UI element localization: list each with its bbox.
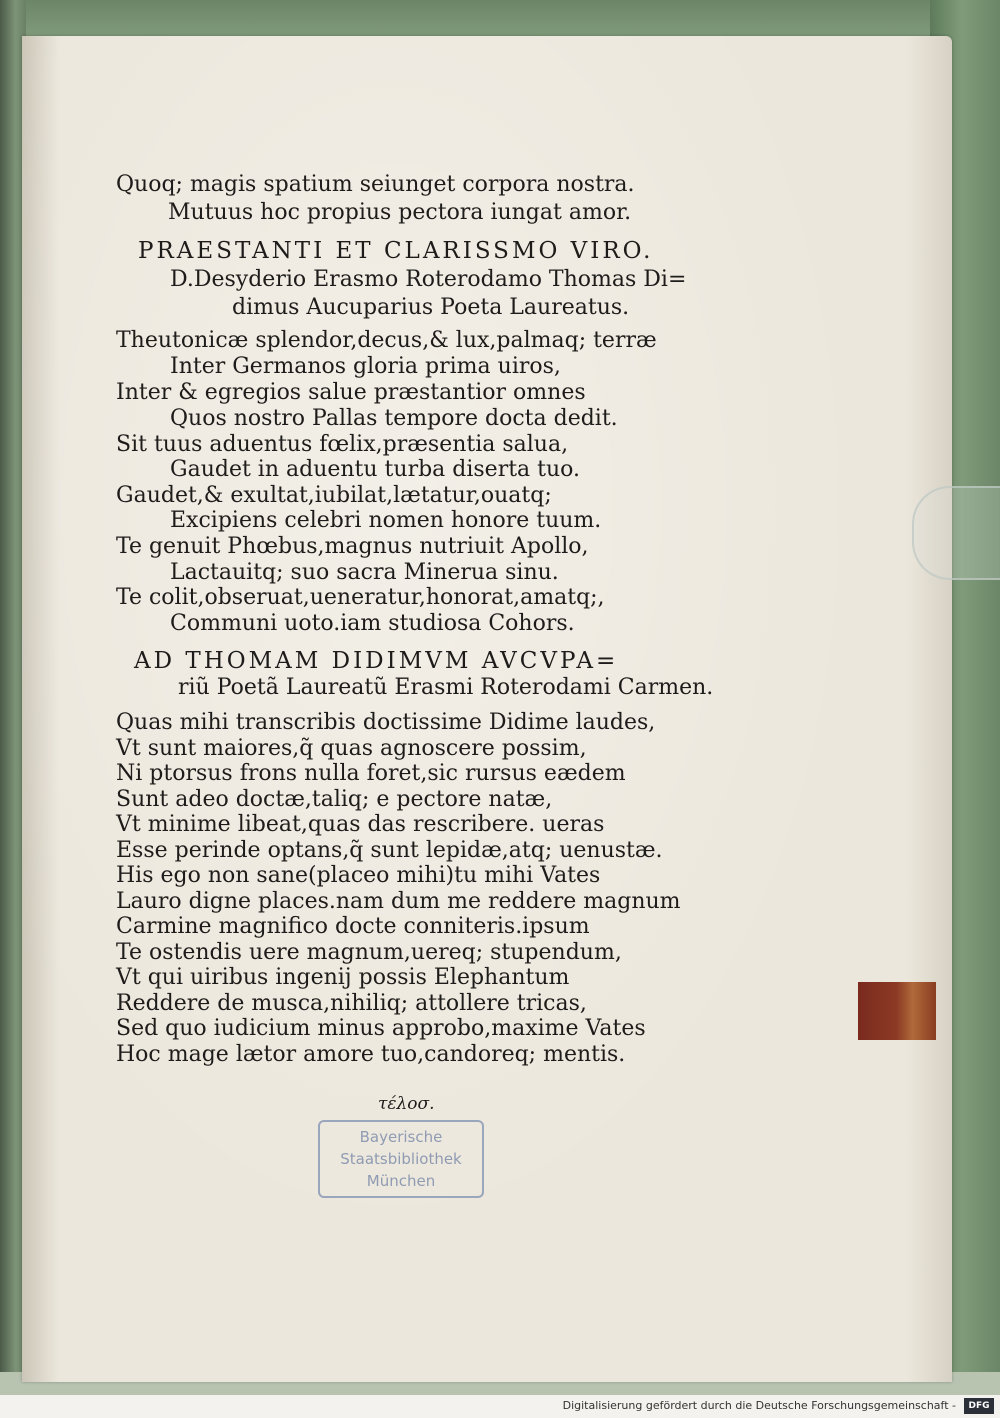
verse-line: Sit tuus aduentus fœlix,præsentia salua, <box>116 432 569 457</box>
verse-line: Lauro digne places.nam dum me reddere magnum <box>116 889 681 914</box>
verse-line: Esse perinde optans,q̃ sunt lepidæ,atq; uenustæ. <box>116 838 663 863</box>
verse-line: Theutonicæ splendor,decus,& lux,palmaq; terræ <box>116 328 657 353</box>
verse-line: Quos nostro Pallas tempore docta dedit. <box>170 406 618 431</box>
verse-line: Inter & egregios salue præstantior omnes <box>116 380 586 405</box>
verse-line: Communi uoto.iam studiosa Cohors. <box>170 611 575 636</box>
verse-line: Inter Germanos gloria prima uiros, <box>170 354 561 379</box>
library-stamp <box>318 1120 484 1198</box>
verse-line: Carmine magnifico docte conniteris.ipsum <box>116 914 590 939</box>
heading-line: D.Desyderio Erasmo Roterodamo Thomas Di= <box>170 267 687 292</box>
verse-line: Reddere de musca,nihiliq; attollere tricas, <box>116 991 587 1016</box>
verse-line: Vt sunt maiores,q̃ quas agnoscere possim, <box>116 736 587 761</box>
verse-line: Hoc mage lætor amore tuo,candoreq; mentis. <box>116 1042 626 1067</box>
section-heading: PRAESTANTI ET CLARISSMO VIRO. <box>138 238 654 264</box>
dfg-logo: DFG <box>964 1398 994 1414</box>
verse-line: Vt qui uiribus ingenij possis Elephantum <box>116 965 570 990</box>
footer-credit: Digitalisierung gefördert durch die Deutsche Forschungsgemeinschaft - <box>562 1399 956 1412</box>
heading-line: dimus Aucuparius Poeta Laureatus. <box>232 295 630 320</box>
stamp-line: München <box>366 1172 436 1190</box>
verse-line: Sunt adeo doctæ,taliq; e pectore natæ, <box>116 787 553 812</box>
heading-line: riũ Poetã Laureatũ Erasmi Roterodami Carmen. <box>178 675 714 700</box>
verse-line: Te colit,obseruat,ueneratur,honorat,amatq;, <box>116 585 605 610</box>
stamp-line: Bayerische <box>359 1128 443 1146</box>
text-line: Mutuus hoc propius pectora iungat amor. <box>168 200 632 225</box>
verse-line: Gaudet in aduentu turba diserta tuo. <box>170 457 581 482</box>
verse-line: Sed quo iudicium minus approbo,maxime Vates <box>116 1016 646 1041</box>
verse-line: Ni ptorsus frons nulla foret,sic rursus eædem <box>116 761 626 786</box>
bookmark-ribbon <box>858 982 936 1040</box>
stamp-line: Staatsbibliothek <box>340 1150 462 1168</box>
section-heading: AD THOMAM DIDIMVM AVCVPA= <box>134 648 619 674</box>
telos-ending: τέλοσ. <box>378 1094 435 1114</box>
verse-line: Lactauitq; suo sacra Minerua sinu. <box>170 560 559 585</box>
footer-bar <box>0 1395 1000 1418</box>
verse-line: Te genuit Phœbus,magnus nutriuit Apollo, <box>116 534 589 559</box>
verse-line: Gaudet,& exultat,iubilat,lætatur,ouatq; <box>116 483 552 508</box>
verse-line: Te ostendis uere magnum,uereq; stupendum, <box>116 940 622 965</box>
binding-board-top <box>0 0 1000 40</box>
verse-line: His ego non sane(placeo mihi)tu mihi Vates <box>116 863 601 888</box>
verse-line: Excipiens celebri nomen honore tuum. <box>170 508 602 533</box>
text-line: Quoq; magis spatium seiunget corpora nostra. <box>116 172 635 197</box>
page-clip <box>912 486 1000 580</box>
verse-line: Quas mihi transcribis doctissime Didime laudes, <box>116 710 656 735</box>
verse-line: Vt minime libeat,quas das rescribere. ueras <box>116 812 605 837</box>
